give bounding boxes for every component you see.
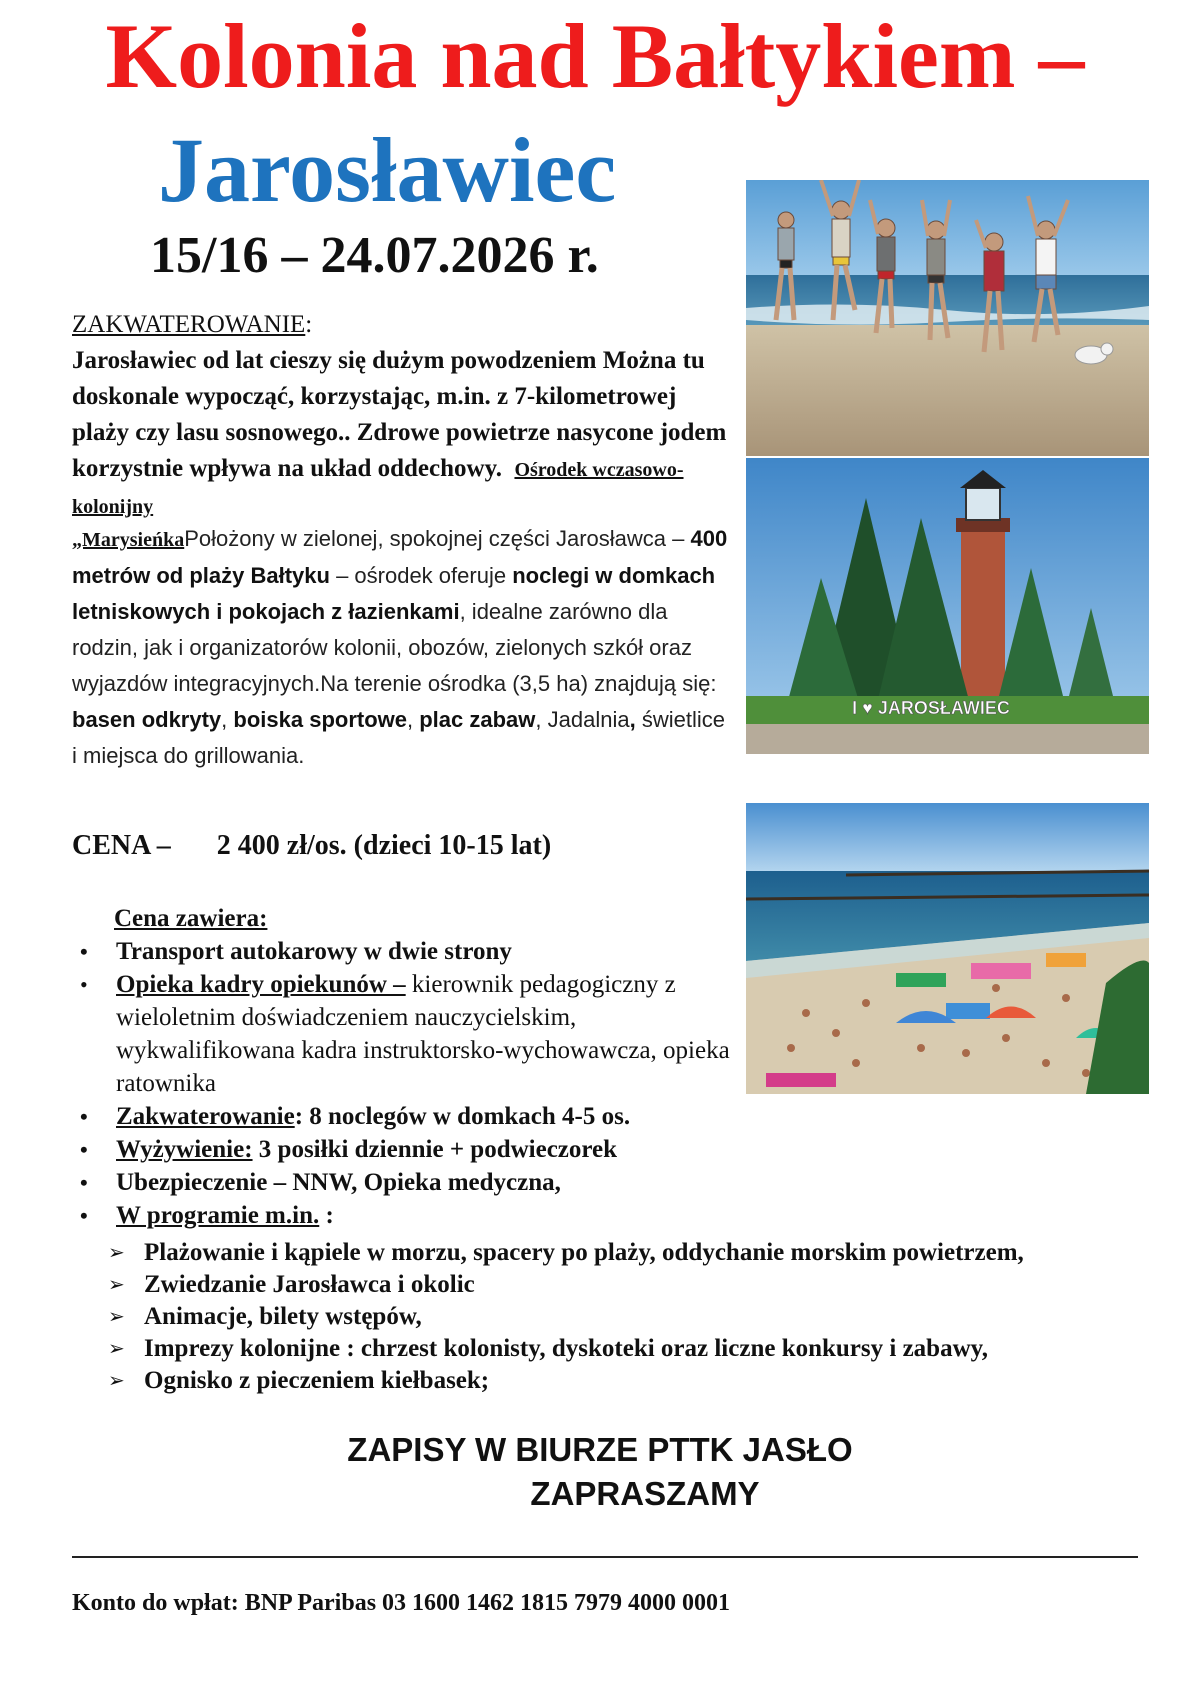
price-line xyxy=(72,828,551,864)
title-line-1: Kolonia nad Bałtykiem – xyxy=(105,5,1085,107)
list-item xyxy=(80,1199,740,1232)
resort-details xyxy=(72,521,732,774)
list-item: ➢ Imprezy kolonijne : chrzest kolonisty, dyskoteki oraz liczne konkursy i zabawy, xyxy=(108,1333,1168,1365)
details-text-5: , xyxy=(407,707,420,732)
crowded-beach-photo xyxy=(746,803,1149,1094)
list-item: ➢ Ognisko z pieczeniem kiełbasek; xyxy=(108,1365,1168,1397)
includes-item-text: Ubezpieczenie – NNW, Opieka medyczna, xyxy=(116,1169,561,1196)
lighthouse-photo xyxy=(746,458,1149,754)
price-label: CENA – xyxy=(72,830,171,861)
details-bold-1: 400 metrów od plaży Bałtyku xyxy=(72,526,728,588)
title-line-2: Jarosławiec xyxy=(158,119,617,221)
beach-jump-photo xyxy=(746,180,1149,456)
includes-item-label: Zakwaterowanie xyxy=(116,1103,295,1130)
lighthouse-sign-text: I ♥ JAROSŁAWIEC xyxy=(852,698,1010,718)
accommodation-intro xyxy=(72,307,732,525)
details-bold-3: basen odkryty xyxy=(72,707,222,732)
accommodation-heading-colon: : xyxy=(305,311,313,338)
list-item xyxy=(80,1100,740,1133)
details-text-4: , xyxy=(221,707,234,732)
trip-dates: 15/16 – 24.07.2026 r. xyxy=(150,227,599,284)
list-item xyxy=(80,968,740,1100)
list-item: ➢ Animacje, bilety wstępów, xyxy=(108,1301,1168,1333)
list-item xyxy=(80,1166,740,1199)
price-value: 2 400 zł/os. (dzieci 10-15 lat) xyxy=(216,830,552,861)
list-item: ➢ Zwiedzanie Jarosławca i okolic xyxy=(108,1269,1168,1301)
signup-line-2: ZAPRASZAMY xyxy=(530,1475,760,1512)
list-item xyxy=(80,935,740,968)
includes-item-text: Transport autokarowy w dwie strony xyxy=(116,938,512,965)
list-item xyxy=(80,1133,740,1166)
signup-block xyxy=(0,1428,1190,1516)
includes-heading: Cena zawiera: xyxy=(114,905,268,932)
signup-line-1: ZAPISY W BIURZE PTTK JASŁO xyxy=(347,1431,853,1468)
program-list xyxy=(108,1237,1168,1397)
resort-name-part2: „Marysieńka xyxy=(72,529,185,551)
includes-item-rest: kierownik pedagogiczny z wieloletnim doświadczeniem nauczycielskim, wykwalifikowana kadra instruktorsko-wychowawcza, opieka ratownika xyxy=(116,971,730,1097)
details-text-2: – ośrodek oferuje xyxy=(329,563,513,588)
includes-item-label: Wyżywienie: xyxy=(116,1136,253,1163)
details-bold-6: , xyxy=(629,707,636,732)
details-bold-2: noclegi w domkach letniskowych i pokojach z łazienkami xyxy=(72,563,716,624)
details-bold-5: plac zabaw xyxy=(419,707,536,732)
details-text-7: świetlice i miejsca do grillowania. xyxy=(72,707,725,768)
details-text-6: , Jadalnia xyxy=(535,707,630,732)
includes-item-label: Opieka kadry opiekunów – xyxy=(116,971,406,998)
includes-item-label: W programie m.in. xyxy=(116,1202,320,1229)
bank-account: Konto do wpłat: BNP Paribas 03 1600 1462 1815 7979 4000 0001 xyxy=(72,1590,731,1616)
resort-name-part1: Ośrodek wczasowo-kolonijny xyxy=(72,459,684,518)
includes-item-rest: : xyxy=(319,1202,334,1229)
includes-list xyxy=(80,935,740,1232)
details-bold-4: boiska sportowe xyxy=(233,707,407,732)
details-text-1: Położony w zielonej, spokojnej części Jarosławca – xyxy=(184,526,691,551)
details-text-3: , idealne zarówno dla rodzin, jak i organizatorów kolonii, obozów, zielonych szkół oraz wyjazdów integracyjnych.Na terenie ośrodka (3,5 ha) znajdują się: xyxy=(72,599,717,696)
includes-item-rest: : 8 noclegów w domkach 4-5 os. xyxy=(294,1103,631,1130)
accommodation-heading: ZAKWATEROWANIE xyxy=(72,311,306,338)
list-item: ➢ Plażowanie i kąpiele w morzu, spacery po plaży, oddychanie morskim powietrzem, xyxy=(108,1237,1168,1269)
divider xyxy=(72,1556,1138,1558)
includes-item-rest: 3 posiłki dziennie + podwieczorek xyxy=(252,1136,618,1163)
accommodation-description: Jarosławiec od lat cieszy się dużym powodzeniem Można tu doskonale wypocząć, korzystając, m.in. z 7-kilometrowej plaży czy lasu sosnowego.. Zdrowe powietrze nasycone jodem korzystnie wpływa na układ oddechowy. xyxy=(72,347,727,482)
